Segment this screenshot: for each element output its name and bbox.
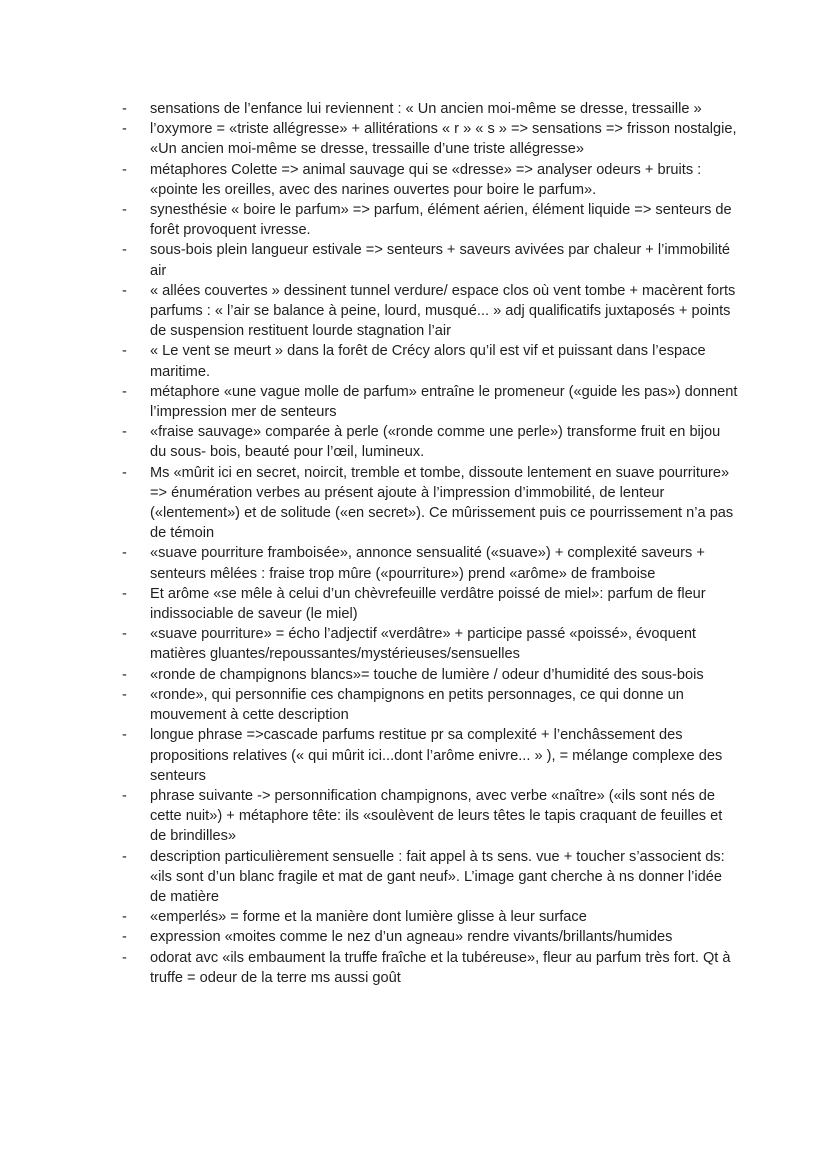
bullet-dash: - bbox=[122, 585, 127, 602]
list-item bbox=[118, 281, 738, 342]
list-item-text: expression «moites comme le nez d’un agneau» rendre vivants/brillants/humides bbox=[150, 929, 673, 946]
list-item bbox=[118, 200, 738, 240]
bullet-dash: - bbox=[122, 464, 127, 481]
bullet-dash: - bbox=[122, 343, 127, 360]
list-item bbox=[118, 927, 738, 947]
list-item bbox=[118, 624, 738, 664]
list-item bbox=[118, 665, 738, 685]
list-item-text: Ms «mûrit ici en secret, noircit, tremble et tombe, dissoute lentement en suave pourriture» => énumération verbes au présent ajoute à l’impression d’immobilité, de lenteur («lentement») et de solitude («en secret»). Ce mûrissement puis ce pourrissement n’a pas de témoin bbox=[150, 464, 734, 542]
list-item bbox=[118, 463, 738, 544]
list-item bbox=[118, 341, 738, 381]
list-item-text: métaphores Colette => animal sauvage qui se «dresse» => analyser odeurs + bruits : «pointe les oreilles, avec des narines ouvertes pour boire le parfum». bbox=[150, 161, 702, 198]
list-item-text: synesthésie « boire le parfum» => parfum, élément aérien, élément liquide => senteurs de forêt provoquent ivresse. bbox=[150, 202, 732, 239]
list-item bbox=[118, 240, 738, 280]
bullet-dash: - bbox=[122, 424, 127, 441]
list-item bbox=[118, 685, 738, 725]
list-item-text: «ronde de champignons blancs»= touche de lumière / odeur d’humidité des sous-bois bbox=[150, 666, 704, 683]
list-item bbox=[118, 382, 738, 422]
bullet-dash: - bbox=[122, 909, 127, 926]
list-item-text: «emperlés» = forme et la manière dont lumière glisse à leur surface bbox=[150, 909, 587, 926]
bullet-dash: - bbox=[122, 949, 127, 966]
list-item-text: « allées couvertes » dessinent tunnel verdure/ espace clos où vent tombe + macèrent forts parfums : « l’air se balance à peine, lourd, musqué... » adj qualificatifs juxtaposés + points de suspension restituent lourde stagnation l’air bbox=[150, 282, 736, 340]
bullet-dash: - bbox=[122, 161, 127, 178]
list-item bbox=[118, 948, 738, 988]
list-item-text: « Le vent se meurt » dans la forêt de Crécy alors qu’il est vif et puissant dans l’espace maritime. bbox=[150, 343, 706, 380]
list-item-text: «suave pourriture framboisée», annonce sensualité («suave») + complexité saveurs + senteurs mêlées : fraise trop mûre («pourriture») prend «arôme» de framboise bbox=[150, 545, 705, 582]
bullet-dash: - bbox=[122, 787, 127, 804]
bullet-dash: - bbox=[122, 727, 127, 744]
bullet-dash: - bbox=[122, 101, 127, 117]
list-item-text: métaphore «une vague molle de parfum» entraîne le promeneur («guide les pas») donnent l’impression mer de senteurs bbox=[150, 383, 738, 421]
list-item bbox=[118, 584, 738, 624]
bullet-dash: - bbox=[122, 545, 127, 562]
list-item-text: «fraise sauvage» comparée à perle («ronde comme une perle») transforme fruit en bijou du sous- bois, beauté pour l’œil, lumineux. bbox=[150, 424, 721, 461]
bullet-dash: - bbox=[122, 686, 127, 703]
list-item bbox=[118, 847, 738, 908]
bullet-dash: - bbox=[122, 929, 127, 946]
list-item-text: sous-bois plein langueur estivale => senteurs + saveurs avivées par chaleur + l’immobilité air bbox=[150, 242, 731, 279]
list-item-text: longue phrase =>cascade parfums restitue pr sa complexité + l’enchâssement des propositions relatives (« qui mûrit ici...dont l’arôme enivre... » ), = mélange complexe des senteurs bbox=[150, 727, 723, 784]
list-item-text: «ronde», qui personnifie ces champignons en petits personnages, ce qui donne un mouvement à cette description bbox=[150, 686, 684, 724]
bullet-dash: - bbox=[122, 282, 127, 299]
list-item-text: l’oxymore = «triste allégresse» + allitérations « r » « s » => sensations => frisson nostalgie, «Un ancien moi-même se dresse, tressaille d’une triste allégresse» bbox=[150, 121, 737, 158]
list-item-text: sensations de l’enfance lui reviennent : « Un ancien moi-même se dresse, tressaille » bbox=[150, 101, 702, 117]
bullet-dash: - bbox=[122, 242, 127, 259]
bullet-dash: - bbox=[122, 666, 127, 683]
list-item-text: Et arôme «se mêle à celui d’un chèvrefeuille verdâtre poissé de miel»: parfum de fleur indissociable de saveur (le miel) bbox=[150, 585, 706, 623]
list-item bbox=[118, 422, 738, 462]
bullet-dash: - bbox=[122, 848, 127, 865]
list-item-text: odorat avc «ils embaument la truffe fraîche et la tubéreuse», fleur au parfum très fort. Qt à truffe = odeur de la terre ms aussi goût bbox=[150, 949, 731, 986]
notes-list bbox=[118, 99, 738, 988]
list-item-text: description particulièrement sensuelle : fait appel à ts sens. vue + toucher s’associent ds: «ils sont d’un blanc fragile et mat de gant neuf». L’image gant cherche à ns donner l’idée de matière bbox=[150, 848, 725, 905]
list-item bbox=[118, 160, 738, 200]
list-item-text: phrase suivante -> personnification champignons, avec verbe «naître» («ils sont nés de cette nuit») + métaphore tête: ils «soulèvent de leurs têtes le tapis craquant de feuilles et de brindilles» bbox=[150, 787, 723, 845]
list-item bbox=[118, 907, 738, 927]
bullet-dash: - bbox=[122, 383, 127, 400]
list-item bbox=[118, 786, 738, 847]
list-item bbox=[118, 725, 738, 786]
bullet-dash: - bbox=[122, 121, 127, 138]
bullet-dash: - bbox=[122, 626, 127, 643]
list-item-text: «suave pourriture» = écho l’adjectif «verdâtre» + participe passé «poissé», évoquent matières gluantes/repoussantes/mystérieuses/sensuelles bbox=[150, 626, 696, 663]
list-item bbox=[118, 99, 738, 119]
bullet-dash: - bbox=[122, 202, 127, 219]
list-item bbox=[118, 543, 738, 583]
list-item bbox=[118, 119, 738, 159]
